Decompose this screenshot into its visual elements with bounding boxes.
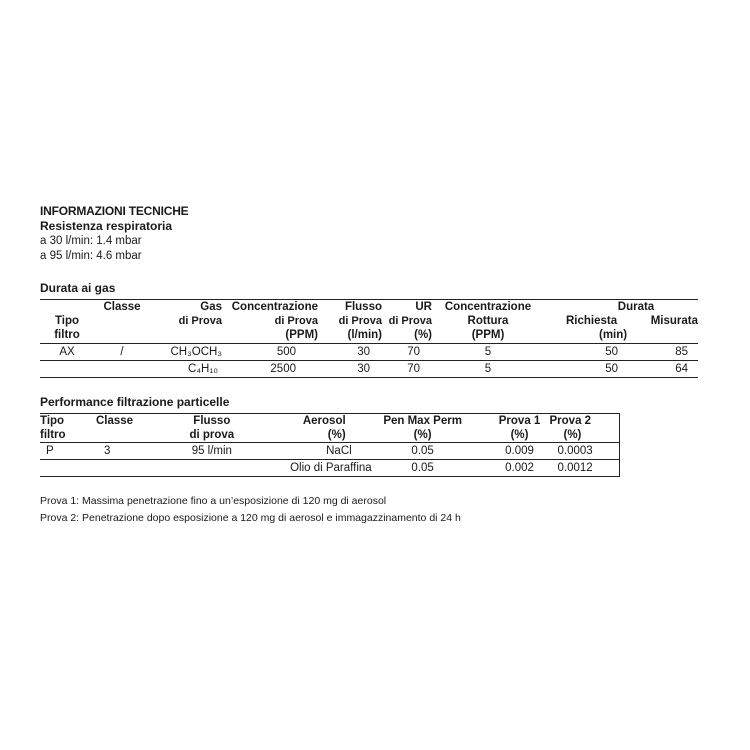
col-header-prova2: Prova 2 (%)	[550, 414, 620, 443]
col-header-concentrazione: Concentrazione di Prova (PPM)	[222, 300, 318, 344]
table-row	[40, 361, 698, 378]
cell-prova2: 0.0012	[550, 460, 620, 477]
cell-prova2: 0.0003	[550, 443, 620, 460]
col-header-gas: Gas di Prova	[150, 300, 222, 344]
cell-classe: /	[94, 344, 150, 361]
table-row	[40, 460, 620, 477]
cell-tipo	[40, 460, 96, 477]
cell-gas: C₄H₁₀	[150, 361, 222, 378]
cell-gas: CH₃OCH₃	[150, 344, 222, 361]
cell-pen: 0.05	[376, 460, 470, 477]
col-header-tipo: Tipo filtro	[40, 300, 94, 344]
cell-misurata: 64	[628, 361, 698, 378]
col-header-ur: UR di Prova (%)	[382, 300, 432, 344]
section-title-technical-info: INFORMAZIONI TECNICHE	[40, 204, 189, 218]
cell-pen: 0.05	[376, 443, 470, 460]
cell-aerosol: Olio di Paraffina	[256, 460, 376, 477]
cell-tipo: AX	[40, 344, 94, 361]
col-header-flusso: Flusso di Prova (l/min)	[318, 300, 382, 344]
resistance-line-95: a 95 l/min: 4.6 mbar	[40, 250, 142, 262]
cell-rottura: 5	[432, 361, 544, 378]
col-header-flusso: Flusso di prova	[168, 414, 256, 443]
cell-prova1: 0.002	[470, 460, 550, 477]
cell-prova1: 0.009	[470, 443, 550, 460]
cell-ur: 70	[382, 361, 432, 378]
particle-filtration-table	[40, 413, 620, 477]
table-row	[40, 344, 698, 361]
cell-classe	[94, 361, 150, 378]
gas-duration-title: Durata ai gas	[40, 281, 116, 295]
cell-richiesta: 50	[544, 361, 628, 378]
cell-conc: 500	[222, 344, 318, 361]
col-header-aerosol: Aerosol (%)	[256, 414, 376, 443]
cell-classe	[96, 460, 168, 477]
cell-flusso	[168, 460, 256, 477]
breathing-resistance-title: Resistenza respiratoria	[40, 219, 173, 233]
gas-duration-table	[40, 299, 698, 378]
footnotes	[40, 493, 710, 527]
cell-conc: 2500	[222, 361, 318, 378]
footnote-prova2: Prova 2: Penetrazione dopo esposizione a 120 mg di aerosol e immagazzinamento di 24 h	[40, 512, 461, 524]
cell-tipo	[40, 361, 94, 378]
cell-rottura: 5	[432, 344, 544, 361]
technical-info-document	[40, 204, 710, 527]
cell-tipo: P	[40, 443, 96, 460]
cell-classe: 3	[96, 443, 168, 460]
cell-flusso: 30	[318, 344, 382, 361]
col-header-classe: Classe	[94, 300, 150, 344]
footnote-prova1: Prova 1: Massima penetrazione fino a un’esposizione di 120 mg di aerosol	[40, 495, 387, 507]
col-header-prova1: Prova 1 (%)	[470, 414, 550, 443]
col-header-tipo: Tipo filtro	[40, 414, 96, 443]
col-header-pen: Pen Max Perm (%)	[376, 414, 470, 443]
col-header-durata: Durata Richiesta Misurata (min)	[544, 300, 698, 344]
cell-flusso: 30	[318, 361, 382, 378]
cell-aerosol: NaCl	[256, 443, 376, 460]
cell-flusso: 95 l/min	[168, 443, 256, 460]
cell-richiesta: 50	[544, 344, 628, 361]
col-header-rottura: Concentrazione Rottura (PPM)	[432, 300, 544, 344]
cell-ur: 70	[382, 344, 432, 361]
particle-filtration-title: Performance filtrazione particelle	[40, 395, 230, 409]
cell-misurata: 85	[628, 344, 698, 361]
col-header-classe: Classe	[96, 414, 168, 443]
table-row	[40, 443, 620, 460]
resistance-line-30: a 30 l/min: 1.4 mbar	[40, 235, 142, 247]
